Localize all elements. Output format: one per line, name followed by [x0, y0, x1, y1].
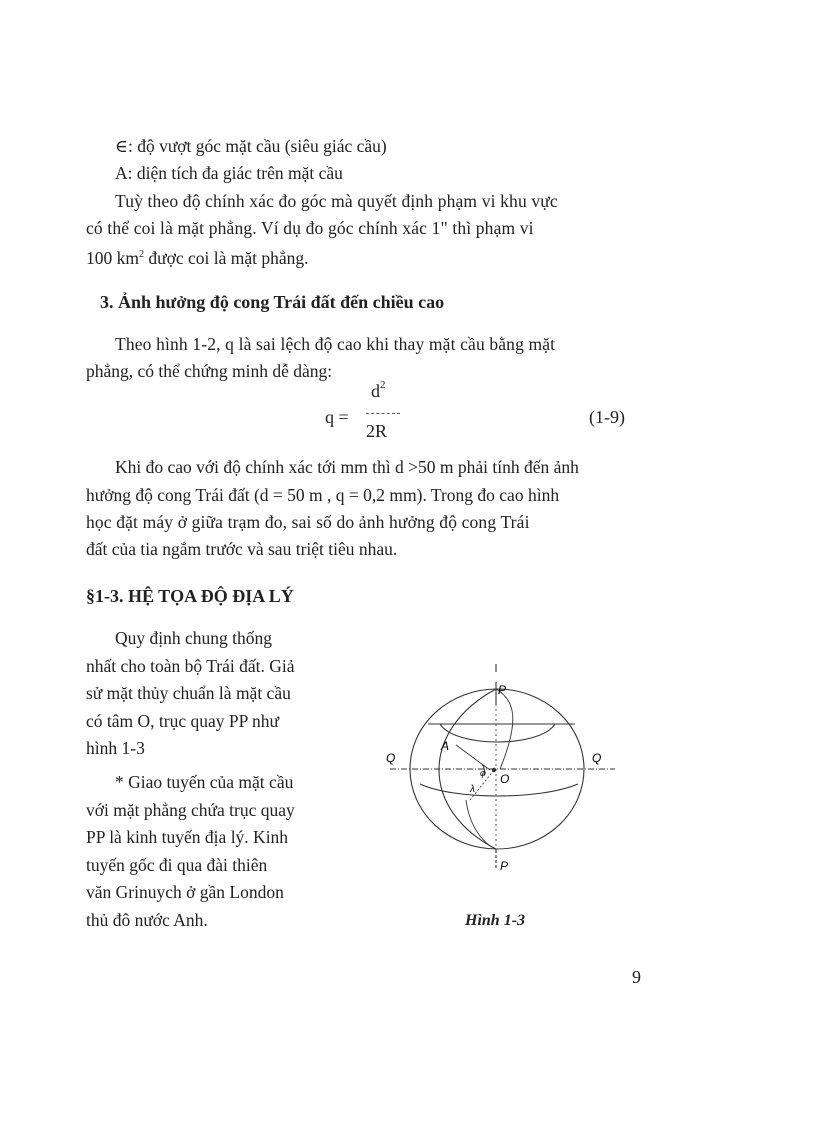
formula-numerator: [371, 381, 386, 402]
section-1-3-paragraph2-line-5: văn Grinuych ở gần London: [86, 882, 284, 902]
section-1-3-heading: §1-3. HỆ TỌA ĐỘ ĐỊA LÝ: [86, 586, 294, 606]
sphere-figure: [370, 650, 625, 895]
section-3-paragraph-line-2: phẳng, có thể chứng minh dễ dàng:: [86, 361, 333, 381]
section-1-3-paragraph1-line-4: có tâm O, trục quay PP như: [86, 711, 280, 731]
section-1-3-paragraph2-line-6: thủ đô nước Anh.: [86, 910, 208, 930]
section-3-paragraph2-line-4: đất của tia ngắm trước và sau triệt tiêu nhau.: [86, 539, 398, 559]
formula-denominator: 2R: [366, 421, 388, 441]
section-3-heading: 3. Ảnh hưởng độ cong Trái đất đến chiều cao: [100, 292, 445, 312]
intro-paragraph-line-1: Tuỳ theo độ chính xác đo góc mà quyết định phạm vi khu vực: [115, 191, 558, 211]
equation-number: (1-9): [589, 407, 625, 427]
section-1-3-paragraph1-line-3: sử mặt thủy chuẩn là mặt cầu: [86, 683, 291, 703]
label-phi: φ: [480, 768, 486, 778]
formula-lhs: q =: [325, 407, 349, 427]
formula-numerator-exponent: 2: [380, 379, 386, 391]
center-point: [492, 768, 496, 772]
label-q-left: Q: [386, 751, 396, 765]
meridian-lower: [466, 800, 496, 849]
label-p-bottom: P: [500, 859, 509, 873]
figure-caption: Hình 1-3: [465, 912, 526, 929]
section-3-paragraph-line-1: Theo hình 1-2, q là sai lệch độ cao khi thay mặt cầu bằng mặt: [115, 334, 556, 354]
page-number: 9: [632, 967, 641, 987]
radius-oa: [456, 745, 490, 770]
section-3-paragraph2-line-2: hưởng độ cong Trái đất (d = 50 m , q = 0,2 mm). Trong đo cao hình: [86, 485, 560, 505]
section-1-3-paragraph2-line-3: PP là kinh tuyến địa lý. Kinh: [86, 827, 289, 847]
section-1-3-paragraph2-line-2: với mặt phẳng chứa trục quay: [86, 800, 295, 820]
section-1-3-paragraph2-line-4: tuyến gốc đi qua đài thiên: [86, 855, 268, 875]
fraction-bar: [366, 413, 400, 414]
section-3-paragraph2-line-1: Khi đo cao với độ chính xác tới mm thì d >50 m phải tính đến ảnh: [115, 457, 579, 477]
section-1-3-paragraph1-line-5: hình 1-3: [86, 738, 145, 758]
epsilon-definition: ∈: độ vượt góc mặt cầu (siêu giác cầu): [115, 136, 387, 156]
section-1-3-paragraph2-line-1: * Giao tuyến của mặt cầu: [115, 772, 294, 792]
label-lambda: λ: [470, 784, 475, 795]
label-o: O: [500, 772, 510, 786]
area-value: 100 km: [86, 247, 139, 268]
intro-paragraph-line-2: có thể coi là mặt phẳng. Ví dụ đo góc chính xác 1" thì phạm vi: [86, 218, 534, 238]
label-q-right: Q: [592, 751, 602, 765]
section-3-paragraph2-line-3: học đặt máy ở giữa trạm đo, sai số do ảnh hưởng độ cong Trái: [86, 512, 530, 532]
label-a: A: [441, 739, 450, 753]
area-phrase: được coi là mặt phẳng.: [144, 247, 309, 268]
intro-paragraph-line-3: [86, 243, 309, 270]
parallel-arc: [440, 724, 555, 742]
area-exponent: 2: [139, 249, 144, 260]
formula-numerator-base: d: [371, 381, 380, 401]
area-definition: A: diện tích đa giác trên mặt cầu: [115, 163, 343, 183]
meridian-arc-upper: [496, 689, 513, 769]
section-1-3-paragraph1-line-1: Quy định chung thống: [115, 628, 273, 648]
label-p-top: P: [498, 683, 507, 697]
section-1-3-paragraph1-line-2: nhất cho toàn bộ Trái đất. Giả: [86, 656, 295, 676]
